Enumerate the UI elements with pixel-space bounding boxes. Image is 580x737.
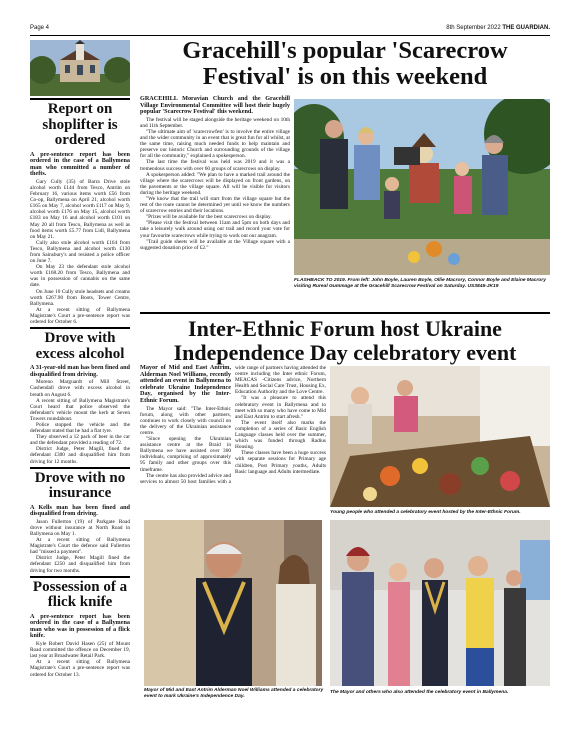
brief-headline: Possession of a flick knife (32, 578, 128, 611)
ukraine-headline: Inter-Ethnic Forum host Ukraine Independence Day celebratory event (140, 312, 550, 365)
body-paragraph: At a recent sitting of Ballymena Magistrate's Court a pre-sentence report was ordered for October 6. (30, 306, 130, 326)
body-paragraph: These classes have been a huge success with separate sessions for Primary age children, Post Primary youths, Adults Basic language and Adults intermediate. (235, 450, 326, 475)
body-paragraph: The festival will be staged alongside the heritage weekend on 10th and 11th September. (140, 116, 290, 129)
page-header (30, 24, 550, 36)
paper-name: THE GUARDIAN. (502, 25, 550, 31)
edition-date: 8th September 2022 THE GUARDIAN. (446, 25, 550, 31)
body-paragraph: They observed a 12 pack of beer in the car and the defendant provided a reading of 72. (30, 434, 130, 447)
brief-lede: A pre-sentence report has been ordered in the case of a Ballymena man who committed a number of thefts. (30, 150, 130, 178)
body-paragraph: District Judge, Peter Magill, fined the defendant £300 and disqualified him from driving for 12 months. (30, 446, 130, 465)
body-paragraph: "Prizes will be available for the best scarecrows on display. (146, 214, 272, 221)
scarecrow-photo (294, 99, 550, 275)
body-paragraph: Police stopped the vehicle and the defendant stated that he had a flat tyre. (30, 421, 130, 435)
scarecrow-story-text (140, 96, 290, 251)
church-photo (30, 40, 130, 96)
food-table-caption: Young people who attended a celebratory event hosted by the Inter-Ethnic Forum. (330, 510, 521, 515)
ukraine-lede: Mayor of Mid and East Antrim, Alderman Noel Williams, recently attended an event in Ballymena to celebrate Ukraine Independence Day, organised by the Inter-Ethnic Forum. (140, 364, 231, 404)
mayor-caption: Mayor of Mid and East Antrim Alderman Noel Williams attended a celebratory event to mark Ukraine's Independence Day. (144, 688, 324, 699)
brief-headline: Report on shoplifter is ordered (42, 101, 118, 148)
page-number: Page 4 (30, 25, 50, 31)
ukraine-story-text (140, 365, 326, 519)
food-table-photo (330, 366, 550, 507)
brief-story (30, 98, 130, 325)
body-paragraph: "It was a pleasure to attend this celebratory event in Ballymena and to meet with so many who have come to Mid and East Antrim to start afresh." (235, 395, 326, 420)
body-paragraph: "Please visit the festival between 11am and 5pm on both days and take a leisurely walk around using our trail and record your vote for your favourite scarecrows while trying to work out our anagram. (140, 220, 290, 239)
body-paragraph: Moreno Marguardt of Mill Street, Cushendall drove with excess alcohol in breath on August 6. (30, 379, 130, 398)
brief-lede: A Kells man has been fined and disqualified from driving. (30, 503, 130, 518)
body-paragraph: The event itself also marks the completion of a series of Basic English Language classes held over the summer, which was funded through Radius Housing. (235, 419, 326, 451)
body-paragraph: At a recent sitting of Ballymena Magistrate's Court the defence said Fullerton had "missed a payment". (30, 537, 130, 556)
body-paragraph: On June 10 Cully stole headsets and creams worth £267.90 from Boots, Tower Centre, Ballymena. (30, 288, 130, 307)
brief-headline: Drove with no insurance (34, 469, 126, 502)
mayor-photo (144, 520, 322, 686)
scarecrow-headline: Gracehill's popular 'Scarecrow Festival' is on this weekend (182, 37, 508, 90)
body-paragraph: Jason Fullerton (19) of Parkgate Road drove without insurance at North Road in Ballymena on May 1. (30, 518, 130, 537)
body-paragraph: "The ultimate aim of 'scarecrowfest' is to involve the entire village and the wider community in an event that is great fun for all whilst, at the same time, raising much needed funds to help maintain and preserve our historic Church and surrounding grounds of the village for all the community," explained a spokesperson. (140, 128, 290, 160)
body-paragraph: Cully also stole alcohol worth £164 from Tesco, Ballymena and alcohol worth £130 from Sainsbury's and resisted a police officer on June 7. (30, 239, 130, 265)
brief-lede: A pre-sentence report has been ordered in the case of a Ballymena man who was in possession of a flick knife. (30, 612, 130, 640)
body-paragraph: Gary Cully (35) of Barra Drive stole alcohol worth £144 from Tesco, Antrim on February 16, various items worth £56 from Co-op, Ballymena on April 21, alcohol worth £165 on May 7, alcohol worth £117 on May 9, alcohol worth £176 on May 15, alcohol worth £183 on May 16 and alcohol worth £101 on May 20 all from Tesco, Ballymena as well as food items worth £5.77 from Lidl, Ballymena on May 21. (30, 178, 130, 240)
brief-story (30, 576, 130, 678)
body-paragraph: The Mayor said: "The Inter-Ethnic forum, along with other partners, continues to work closely with council on the delivery of the Ukrainian assistance centre. (140, 405, 231, 436)
body-paragraph: On May 23 the defendant stole alcohol worth £168.20 from Tesco, Ballymena and was in possession of cannabis on the same date. (30, 264, 130, 289)
body-paragraph: A spokesperson added: "We plan to have a marked trail around the village where the scarecrows will be displayed on front gardens, on the pavements or the village square. All will be visible for visitors during the heritage weekend. (140, 171, 290, 196)
scarecrow-lede: GRACEHILL Moravian Church and the Gracehill Village Environmental Committee will host their hugely popular 'Scarecrow Festival' this weekend. (140, 95, 290, 116)
group-caption: The Mayor and others who also attended the celebratory event in Ballymena. (330, 690, 509, 695)
brief-story (30, 467, 130, 574)
body-paragraph: Kyle Robert David Hasen (25) of Mount Road committed the offence on December 19, last year at Broadwater Retail Park. (30, 641, 130, 660)
group-photo (330, 520, 550, 686)
body-paragraph: "We know that the trail will start from the village square but the rest of the route cannot be determined yet until we know the numbers of scarecrow entries and their locations. (140, 196, 290, 215)
body-paragraph: "Since opening the Ukrainian assistance centre at the Braid in Ballymena we have assisted over 300 individuals, comprising of approximately 95 family and other groups over this timeframe. (140, 436, 231, 473)
body-paragraph: The last time the festival was held was 2019 and it was a tremendous success with over 60 groups of scarecrows on display. (140, 159, 290, 172)
brief-lede: A 31-year-old man has been fined and disqualified from driving. (30, 364, 130, 378)
body-paragraph: A recent sitting of Ballymena Magistrate's Court heard that police observed the defendant's vehicle mount the kerb at Seven Towers roundabout. (30, 397, 130, 422)
body-paragraph: District Judge, Peter Magill fined the defendant £250 and disqualified him from driving for two months. (30, 555, 130, 574)
body-paragraph: "Trail guide sheets will be available at the Village square with a suggested donation price of £2." (140, 238, 290, 251)
brief-story (30, 327, 130, 465)
scarecrow-caption: FLASHBACK TO 2019. From left: John Boyle, Lauren Boyle, Ollie Macrory, Connor Boyle and Elaine Macrory visiting Rureal Gummage at the Gracehill Scarecrow Festival on Saturday. US3845-JK19 (294, 278, 546, 289)
brief-headline: Drove with excess alcohol (35, 330, 125, 362)
body-paragraph: At a recent sitting of Ballymena Magistrate's Court a pre-sentence report was ordered for October 13. (30, 659, 130, 678)
body-paragraph: The centre has also provided advice and services to almost 50 host families with a wide range of partners having attended the centre including the Inter ethnic Forum, MEACAS -Citizens advice, Northern Health and Social Care Trust, Housing Ex, Education Authority and the Love Centre. (140, 365, 326, 485)
news-in-brief-column (30, 40, 130, 678)
